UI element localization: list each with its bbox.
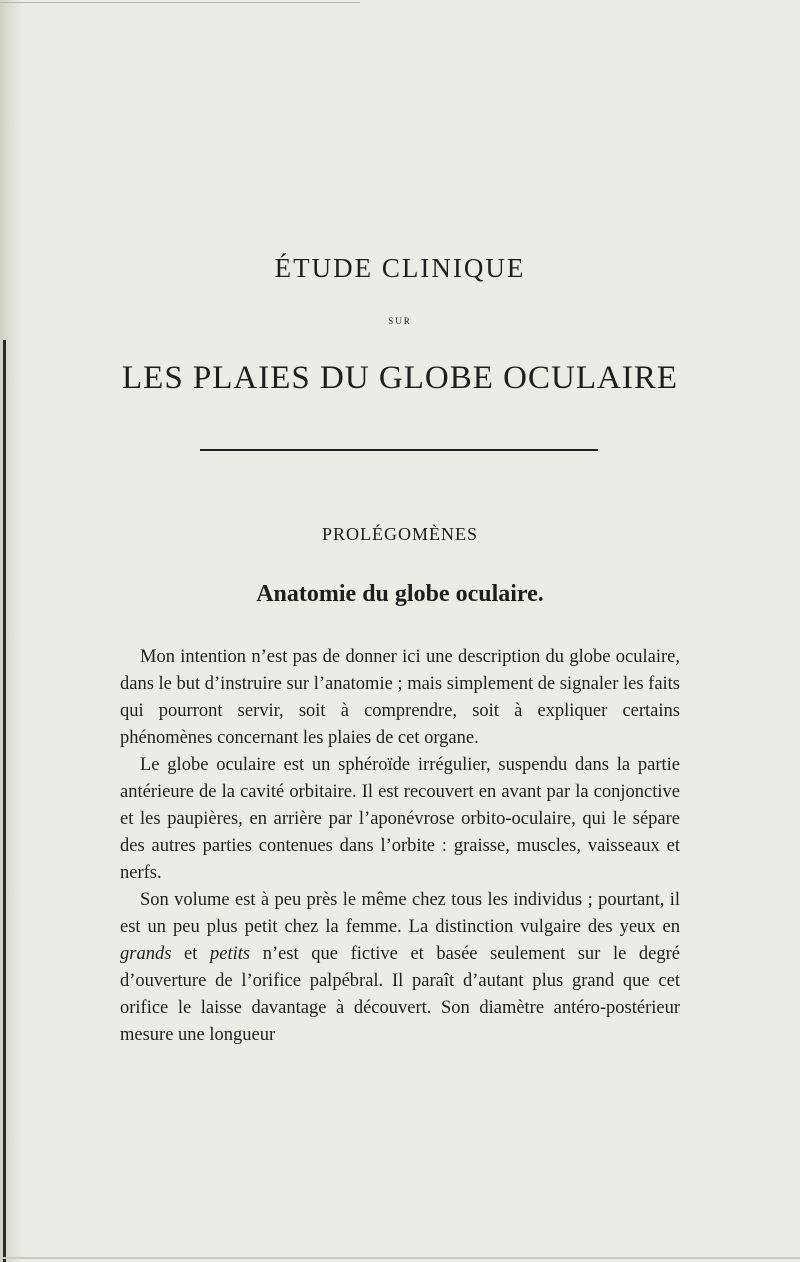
emphasis-term: petits: [209, 944, 251, 964]
paragraph: Mon intention n’est pas de donner ici une description du globe oculaire, dans le but d’instruire sur l’anatomie ; mais simplement de signaler les faits qui pourront servir, soit à comprendre, soit à expliquer certains phénomènes concernant les plaies de cet organe.: [120, 647, 681, 748]
page-top-edge: [0, 2, 360, 3]
page-bottom-edge: [0, 1257, 800, 1259]
emphasis-term: grands: [120, 944, 172, 964]
paragraph: Le globe oculaire est un sphéroïde irrégulier, suspendu dans la partie antérieure de la cavité orbitaire. Il est recouvert en avant par la conjonctive et les paupières, en arrière par l’aponévrose orbito-oculaire, qui le sépare des autres parties contenues dans l’orbite : graisse, muscles, vaisseaux et nerfs.: [120, 755, 680, 883]
subsection-heading: Anatomie du globe oculaire.: [256, 581, 544, 607]
title-divider-rule: [200, 449, 598, 451]
title-line-1: ÉTUDE CLINIQUE: [274, 253, 526, 283]
page-binding-edge: [3, 340, 6, 1262]
body-text: [120, 644, 680, 1049]
section-heading: PROLÉGOMÈNES: [321, 524, 478, 544]
paragraph: Son volume est à peu près le même chez tous les individus ; pourtant, il est un peu plus petit chez la femme. La distinction vulgaire des yeux en grands et petits n’est que fictive et basée seulement sur le degré d’ouverture de l’orifice palpébral. Il paraît d’autant plus grand que cet orifice le laisse davantage à découvert. Son diamètre antéro-postérieur mesure une longueur: [120, 890, 680, 1045]
title-connector: SUR: [388, 316, 412, 326]
title-line-2: LES PLAIES DU GLOBE OCULAIRE: [122, 360, 678, 396]
